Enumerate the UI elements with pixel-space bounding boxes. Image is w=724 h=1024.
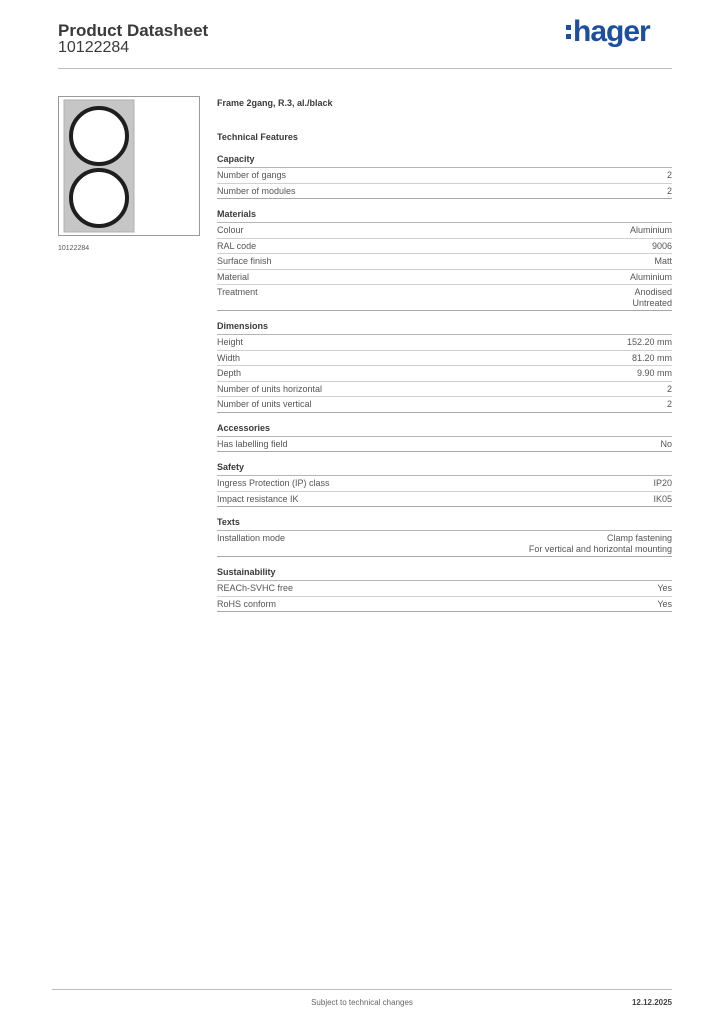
section-safety: [217, 462, 672, 507]
feature-value-line: 152.20 mm: [626, 337, 672, 347]
section-title: Dimensions: [217, 321, 672, 335]
feature-value-line: Untreated: [632, 297, 672, 308]
feature-value: [667, 399, 672, 410]
section-title: Accessories: [217, 423, 672, 437]
logo-dots-icon: [566, 23, 571, 41]
product-image: [58, 96, 200, 236]
feature-value-line: 2: [666, 399, 672, 409]
feature-label: Height: [217, 337, 244, 347]
feature-value-line: 2: [666, 185, 672, 196]
section-title: Sustainability: [217, 567, 672, 581]
feature-label: REACh-SVHC free: [217, 583, 294, 593]
feature-value: [657, 583, 672, 594]
feature-row: [217, 476, 672, 492]
footer-date: 12.12.2025: [631, 998, 672, 1007]
feature-row: [217, 351, 672, 367]
feature-row: [217, 335, 672, 351]
feature-value: [667, 170, 672, 181]
feature-value: [667, 384, 672, 395]
feature-row: [217, 168, 672, 184]
feature-label: Treatment: [217, 287, 258, 297]
feature-value-line: Aluminium: [629, 271, 672, 282]
feature-value-line: 2: [666, 383, 672, 394]
feature-label: Installation mode: [217, 533, 286, 543]
feature-label: Impact resistance IK: [217, 493, 299, 504]
feature-value: [657, 599, 672, 610]
logo-text: hager: [573, 15, 650, 48]
feature-value: [654, 256, 672, 267]
feature-label: RAL code: [217, 240, 257, 251]
feature-label: Number of gangs: [217, 170, 287, 180]
feature-row: [217, 581, 672, 597]
feature-label: Ingress Protection (IP) class: [217, 478, 330, 488]
feature-sections: [217, 154, 672, 612]
feature-value-line: 2: [666, 170, 672, 180]
feature-row: [217, 366, 672, 382]
feature-label: Depth: [217, 368, 242, 378]
feature-value: [660, 439, 672, 450]
section-title: Capacity: [217, 154, 672, 168]
feature-label: Width: [217, 352, 241, 363]
feature-label: RoHS conform: [217, 598, 277, 609]
feature-value: [630, 225, 672, 236]
feature-label: Number of units horizontal: [217, 383, 323, 394]
section-sustainability: [217, 567, 672, 612]
feature-value-line: Yes: [657, 583, 672, 593]
feature-value: [632, 353, 672, 364]
feature-value-line: Aluminium: [629, 225, 672, 235]
feature-label: Has labelling field: [217, 438, 288, 449]
feature-value-line: IP20: [653, 478, 672, 488]
feature-row: [217, 239, 672, 255]
feature-row: [217, 223, 672, 239]
feature-row: [217, 597, 672, 613]
feature-value-line: IK05: [653, 493, 672, 504]
feature-value-line: Yes: [657, 598, 672, 609]
section-dimensions: [217, 321, 672, 413]
feature-value-line: For vertical and horizontal mounting: [528, 543, 672, 554]
feature-row: [217, 184, 672, 200]
feature-value-line: Matt: [654, 256, 672, 266]
feature-label: Number of units vertical: [217, 399, 312, 409]
section-materials: [217, 209, 672, 311]
feature-row: [217, 492, 672, 508]
footer-divider: [52, 989, 672, 990]
section-title: Safety: [217, 462, 672, 476]
technical-features-heading: Technical Features: [217, 132, 298, 142]
feature-label: Colour: [217, 225, 244, 235]
frame-2gang-illustration: [59, 97, 199, 235]
section-title: Materials: [217, 209, 672, 223]
feature-row: [217, 437, 672, 453]
feature-row: [217, 382, 672, 398]
feature-row: [217, 531, 672, 557]
page-title: Product Datasheet: [58, 21, 209, 40]
feature-row: [217, 270, 672, 286]
feature-value: [653, 494, 672, 505]
feature-label: Surface finish: [217, 256, 272, 266]
product-number: 10122284: [58, 39, 130, 56]
header-divider: [58, 68, 672, 69]
hager-logo: [566, 14, 650, 50]
feature-value: [627, 337, 672, 348]
feature-row: [217, 254, 672, 270]
feature-value-line: 9.90 mm: [636, 368, 672, 378]
feature-row: [217, 285, 672, 311]
feature-value: [632, 287, 672, 308]
feature-value-line: Clamp fastening: [606, 533, 672, 543]
feature-value: [652, 241, 672, 252]
feature-value: [667, 186, 672, 197]
image-caption: 10122284: [58, 245, 90, 252]
technical-content: [217, 96, 672, 612]
feature-value: [630, 272, 672, 283]
feature-value: [637, 368, 672, 379]
section-accessories: [217, 423, 672, 453]
feature-value: [529, 533, 672, 554]
section-title: Texts: [217, 517, 672, 531]
section-texts: [217, 517, 672, 557]
feature-label: Number of modules: [217, 185, 296, 196]
feature-value-line: No: [660, 438, 672, 449]
footer-note: Subject to technical changes: [311, 998, 413, 1007]
feature-value-line: 81.20 mm: [631, 352, 672, 363]
section-capacity: [217, 154, 672, 199]
feature-row: [217, 397, 672, 413]
feature-value: [653, 478, 672, 489]
feature-value-line: Anodised: [634, 287, 672, 297]
feature-label: Material: [217, 271, 250, 282]
product-name: Frame 2gang, R.3, al./black: [217, 98, 333, 108]
feature-value-line: 9006: [651, 240, 672, 251]
